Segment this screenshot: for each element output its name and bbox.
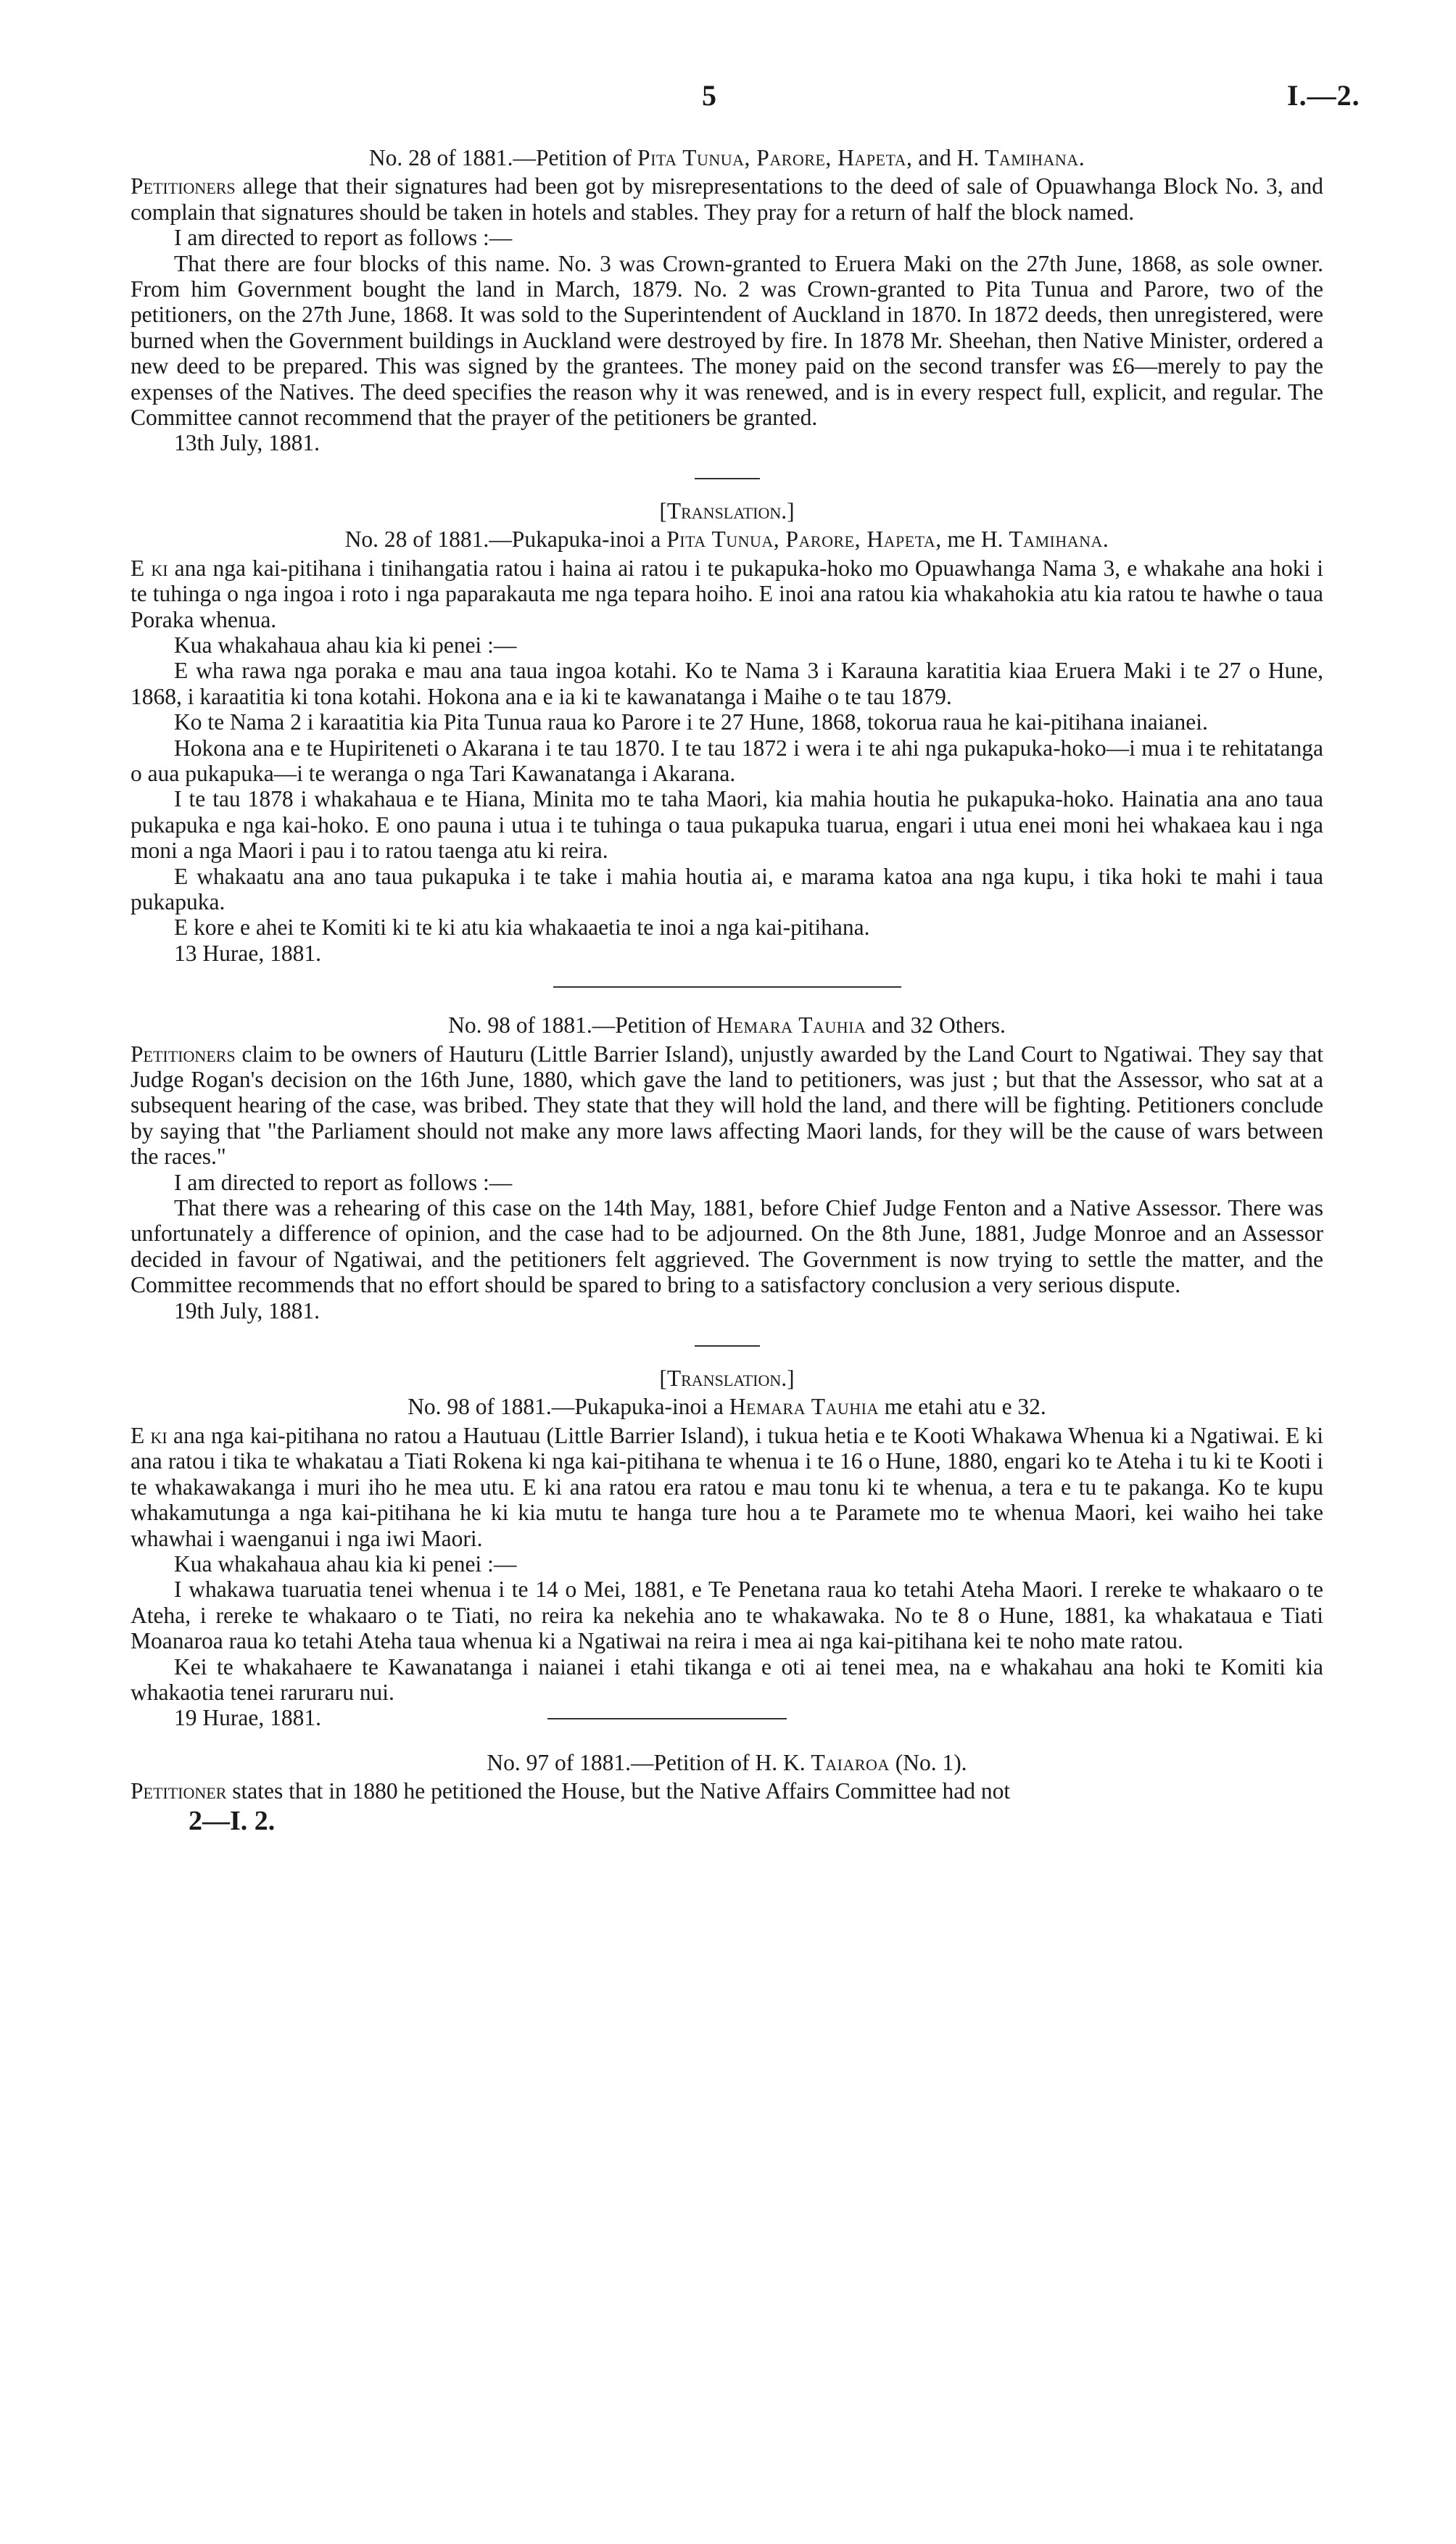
heading-and: and H. — [918, 145, 980, 170]
translation-paragraph: I te tau 1878 i whakahaua e te Hiana, Minita mo te taha Maori, kia mahia houtia he pukapuka-hoko. Hainatia ana ano taua pukapuka e nga kai-hoko. E ono pauna i utua i te tuhinga o taua pukapuka tuarua, engari i utua enei moni hei whakaea kau i nga moni a nga Maori i pau i to ratou taenga atu ki reira. — [131, 786, 1323, 864]
petition-summary — [131, 1778, 1323, 1804]
heading-and: me H. — [947, 526, 1004, 553]
translation-date: 19 Hurae, 1881. — [174, 1705, 321, 1731]
summary-text: allege that their signatures had been got by misrepresentations to the deed of sale of Opuawhanga Block No. 3, and complain that signatures should be taken in hotels and stables. They pray for a return of half the block named. — [131, 173, 1323, 225]
translation-heading-28 — [131, 526, 1323, 552]
translation-paragraph: Kei te whakahaere te Kawanatanga i naianei i etahi tikanga e oti ai tenei mea, na e whakahau ana hoki te Komiti kia whakaotia tenei raruraru nui. — [131, 1653, 1323, 1705]
translation-label: [Translation.] — [659, 497, 795, 524]
summary-text: states that in 1880 he petitioned the House, but the Native Affairs Committee had not — [226, 1778, 1011, 1804]
signature-mark: 2—I. 2. — [189, 1805, 276, 1836]
summary-text: ana nga kai-pitihana i tinihangatia ratou i haina ai ratou i te pukapuka-hoko mo Opuawhanga Nama 3, e whakahe ana hoki i te tuhinga o nga ingoa i roto i nga paparakauta me nga tepara hoiho. E inoi ana ratou kia whakahokia atu kia ratou te hawhe o taua Poraka whenua. — [131, 555, 1323, 632]
heading-prefix: No. 28 of 1881.—Pukapuka-inoi a — [344, 526, 661, 553]
heading-prefix: No. 98 of 1881.—Petition of — [448, 1012, 711, 1038]
petitioner-names: Pita Tunua, Parore, Hapeta, — [666, 526, 942, 553]
translation-paragraph: Hokona ana e te Hupiriteneti o Akarana i te tau 1870. I te tau 1872 i wera i te ahi nga pukapuka-hoko—i mua i te rehitatanga o aua pukapuka—i te weranga o nga Tari Kawanatanga i Akarana. — [131, 735, 1323, 786]
petitioner-names: Hemara Tauhia — [729, 1394, 879, 1420]
heading-suffix: me etahi atu e 32. — [884, 1394, 1046, 1420]
heading-prefix: No. 28 of 1881.—Petition of — [368, 145, 632, 170]
report-date: 13th July, 1881. — [174, 430, 320, 456]
translation-paragraph: Ko te Nama 2 i karaatitia kia Pita Tunua raua ko Parore i te 27 Hune, 1868, tokorua raua he kai-pitihana inaianei. — [174, 709, 1208, 735]
petition-summary — [131, 1041, 1323, 1170]
lead-word: Petitioners — [131, 173, 236, 199]
summary-text: ana nga kai-pitihana no ratou a Hautuau (Little Barrier Island), i tukua hetia e te Kooti Whakawa Whenua ki a Ngatiwai. E ki ana ratou i tika te whakatau a Tiati Rokena ki nga kai-pitihana te whenua i te 16 o Hune, 1880, engari ko te Ateha i tu ki te Kooti i te whakawakanga i muri iho he mea utu. E ki ana ratou era ratou e mau tonu ki te whenua, a tera e tu te pakanga. Ko te kupu whakamutunga a nga kai-pitihana he ki kia mutu te hanga ture hou a te Paramete mo te whenua Maori, kei waiho hei take whawhai i waenganui i nga iwi Maori. — [131, 1422, 1323, 1551]
petition-heading-97 — [131, 1750, 1323, 1775]
translation-intro: Kua whakahaua ahau kia ki penei :— — [174, 632, 517, 658]
translation-paragraph: E kore e ahei te Komiti ki te ki atu kia whakaaetia te inoi a nga kai-pitihana. — [174, 914, 870, 941]
section-divider — [547, 1718, 787, 1719]
petitioner-last-name: Tamihana. — [985, 145, 1085, 170]
petitioner-names: Pita Tunua, Parore, Hapeta, — [637, 145, 913, 170]
lead-word: Petitioner — [131, 1778, 227, 1804]
heading-prefix: No. 98 of 1881.—Pukapuka-inoi a — [408, 1394, 724, 1420]
translation-summary — [131, 1423, 1323, 1551]
petitioner-last-name: Tamihana. — [1009, 526, 1109, 553]
report-intro: I am directed to report as follows :— — [174, 1169, 513, 1195]
lead-word: E ki — [131, 1422, 167, 1448]
heading-suffix: (No. 1). — [895, 1749, 967, 1775]
translation-paragraph: E whakaatu ana ano taua pukapuka i te take i mahia houtia ai, e marama katoa ana nga kupu, i tika hoki te mahi i taua pukapuka. — [131, 863, 1323, 914]
translation-intro: Kua whakahaua ahau kia ki penei :— — [174, 1550, 517, 1577]
petition-heading-28 — [131, 145, 1323, 170]
report-intro: I am directed to report as follows :— — [174, 225, 513, 251]
translation-summary — [131, 556, 1323, 632]
petition-summary — [131, 173, 1323, 225]
divider-rule — [695, 478, 760, 479]
heading-prefix: No. 97 of 1881.—Petition of H. K. — [487, 1749, 806, 1775]
section-divider — [553, 986, 901, 988]
document-body — [131, 145, 1323, 1834]
paper-number: I.—2. — [1287, 79, 1360, 112]
report-body: That there are four blocks of this name. No. 3 was Crown-granted to Eruera Maki on the 27th June, 1868, as sole owner. From him Government bought the land in March, 1879. No. 2 was Crown-granted to Pita Tunua and Parore, two of the petitioners, on the 27th June, 1868. It was sold to the Superintendent of Auckland in 1870. In 1872 deeds, then unregistered, were burned when the Government buildings in Auckland were destroyed by fire. In 1878 Mr. Sheehan, then Native Minister, ordered a new deed to be prepared. This was signed by the grantees. The money paid on the second transfer was £6—merely to pay the expenses of the Natives. The deed specifies the reason why it was renewed, and is in every respect full, explicit, and regular. The Committee cannot recommend that the prayer of the petitioners be granted. — [131, 250, 1323, 431]
translation-paragraph: I whakawa tuaruatia tenei whenua i te 14 o Mei, 1881, e Te Penetana raua ko tetahi Ateha Maori. I rereke te whakaaro o te Ateha, i rereke te whakaaro o te Tiati, no reira ka nekehia ano te whakawaka. No te 8 o Hune, 1881, ka whakataua e Tiati Moanaroa raua ko tetahi Ateha taua whenua ki a Ngatiwai na reira i mea ai nga kai-pitihana kei te noho mate ratou. — [131, 1577, 1323, 1654]
lead-word: E ki — [131, 555, 168, 581]
petitioner-names: Hemara Tauhia — [716, 1012, 866, 1038]
translation-heading-98 — [131, 1394, 1323, 1419]
heading-suffix: and 32 Others. — [872, 1012, 1006, 1038]
translation-label: [Translation.] — [659, 1366, 795, 1392]
report-body: That there was a rehearing of this case on the 14th May, 1881, before Chief Judge Fenton and a Native Assessor. There was unfortunately a difference of opinion, and the case had to be adjourned. On the 8th June, 1881, Judge Monroe and an Assessor decided in favour of Ngatiwai, and the petitioners felt aggrieved. The Government is now trying to settle the matter, and the Committee recommends that no effort should be spared to bring to a satisfactory conclusion a very serious dispute. — [131, 1195, 1323, 1298]
running-head — [0, 78, 1456, 122]
page-number: 5 — [702, 79, 716, 112]
translation-date: 13 Hurae, 1881. — [174, 940, 321, 966]
summary-text: claim to be owners of Hauturu (Little Barrier Island), unjustly awarded by the Land Court to Ngatiwai. They say that Judge Rogan's decision on the 16th June, 1880, which gave the land to petitioners, was just ; but that the Assessor, who sat at a subsequent hearing of the case, was bribed. They state that they will hold the land, and there will be fighting. Petitioners conclude by saying that "the Parliament should not make any more laws affecting Maori lands, for they will be the cause of wars between the races." — [131, 1041, 1323, 1170]
report-date: 19th July, 1881. — [174, 1297, 320, 1323]
petition-heading-98 — [131, 1012, 1323, 1038]
divider-rule — [695, 1345, 760, 1347]
petitioner-names: Taiaroa — [811, 1749, 890, 1775]
translation-paragraph: E wha rawa nga poraka e mau ana taua ingoa kotahi. Ko te Nama 3 i Karauna karatitia kiaa Eruera Maki i te 27 o Hune, 1868, i karaatitia ki tona kotahi. Hokona ana e ia ki te kawanatanga i Maihe o te tau 1879. — [131, 658, 1323, 709]
date-rule-row — [131, 1705, 1323, 1730]
lead-word: Petitioners — [131, 1041, 236, 1067]
